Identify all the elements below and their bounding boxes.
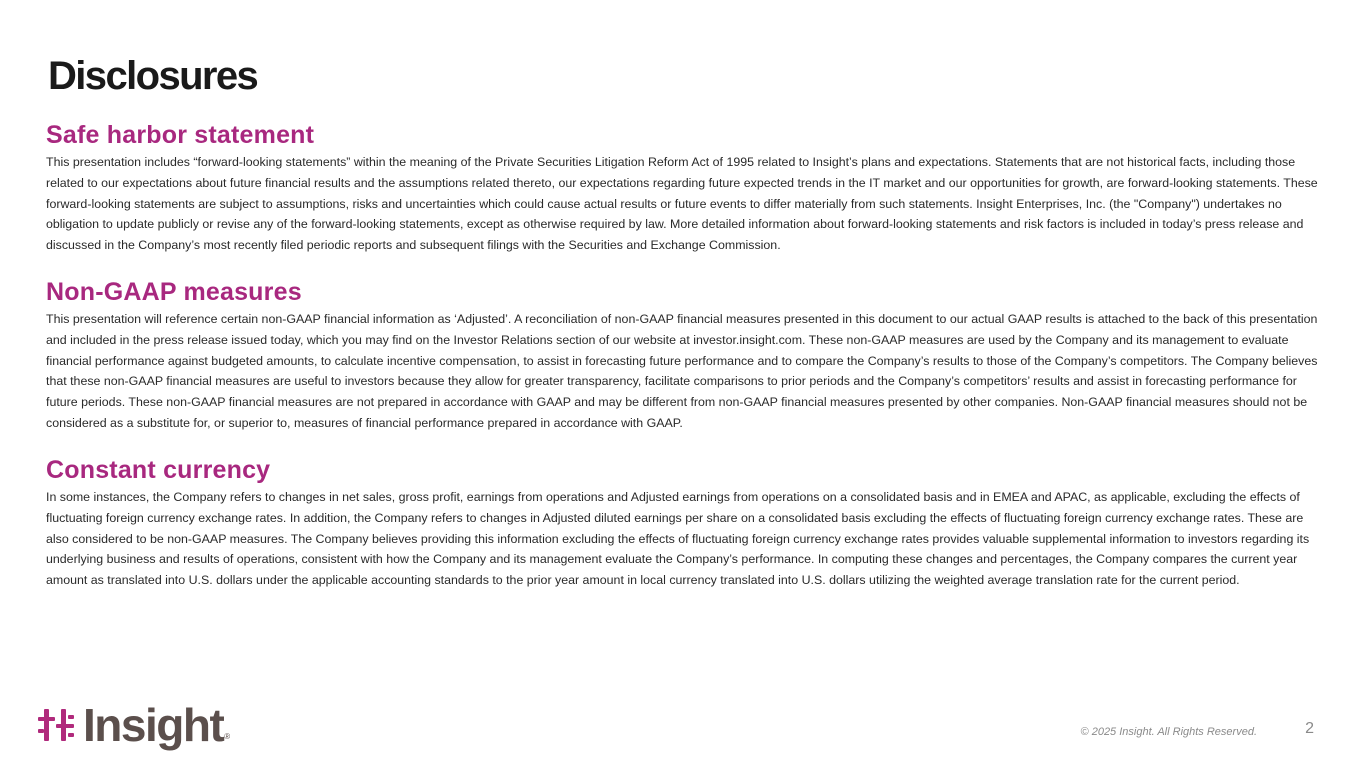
section-body-non-gaap: This presentation will reference certain non-GAAP financial information as ‘Adjusted’. A reconciliation of non-GAAP financial measures presented in this document to our actual GAAP results is attached to the back of this presentation and included in the press release issued today, which you may find on the Investor Relations section of our website at investor.insight.com. These non-GAAP measures are used by the Company and its management to evaluate financial performance against budgeted amounts, to calculate incentive compensation, to assist in forecasting future performance and to compare the Company’s results to those of the Company’s competitors. The Company believes that these non-GAAP financial measures are useful to investors because they allow for greater transparency, facilitate comparisons to prior periods and the Company’s competitors’ results and assist in forecasting performance for future periods. These non-GAAP financial measures are not prepared in accordance with GAAP and may be different from non-GAAP financial measures presented by other companies. Non-GAAP financial measures should not be considered as a substitute for, or superior to, measures of financial performance prepared in accordance with GAAP. [46, 312, 1318, 430]
section-safe-harbor [46, 120, 1321, 256]
section-body-constant-currency: In some instances, the Company refers to changes in net sales, gross profit, earnings from operations and Adjusted earnings from operations on a consolidated basis and in EMEA and APAC, as applicable, excluding the effects of fluctuating foreign currency exchange rates. In addition, the Company refers to changes in Adjusted diluted earnings per share on a consolidated basis excluding the effects of fluctuating foreign currency exchange rates. These are also considered to be non-GAAP measures. The Company believes providing this information excluding the effects of fluctuating foreign currency exchange rates provides valuable supplemental information to investors regarding its underlying business and results of operations, consistent with how the Company and its management evaluate the Company’s performance. In computing these changes and percentages, the Company compares the current year amount as translated into U.S. dollars under the applicable accounting standards to the prior year amount in local currency translated into U.S. dollars utilizing the weighted average translation rate for the current period. [46, 490, 1310, 588]
section-constant-currency [46, 455, 1321, 591]
page-title: Disclosures [48, 54, 258, 98]
copyright-notice: © 2025 Insight. All Rights Reserved. [1080, 726, 1257, 738]
page-number: 2 [1305, 720, 1314, 737]
section-heading-safe-harbor: Safe harbor statement [46, 121, 315, 149]
section-heading-constant-currency: Constant currency [46, 456, 271, 484]
insight-logo [37, 700, 230, 750]
logo-registered-mark: ® [224, 732, 231, 741]
section-heading-non-gaap: Non-GAAP measures [46, 278, 302, 306]
section-non-gaap [46, 277, 1321, 434]
section-body-safe-harbor: This presentation includes “forward-looking statements” within the meaning of the Private Securities Litigation Reform Act of 1995 related to Insight’s plans and expectations. Statements that are not historical facts, including those related to our expectations about future financial results and the assumptions related thereto, our expectations regarding future expected trends in the IT market and our opportunities for growth, are forward-looking statements. These forward-looking statements are subject to assumptions, risks and uncertainties which could cause actual results or future events to differ materially from such statements. Insight Enterprises, Inc. (the "Company") undertakes no obligation to update publicly or revise any of the forward-looking statements, except as otherwise required by law. More detailed information about forward-looking statements and risk factors is included in today’s press release and discussed in the Company’s most recently filed periodic reports and subsequent filings with the Securities and Exchange Commission. [46, 155, 1318, 253]
insight-logo-mark-icon [37, 707, 75, 743]
logo-wordmark: Insight [83, 699, 224, 751]
